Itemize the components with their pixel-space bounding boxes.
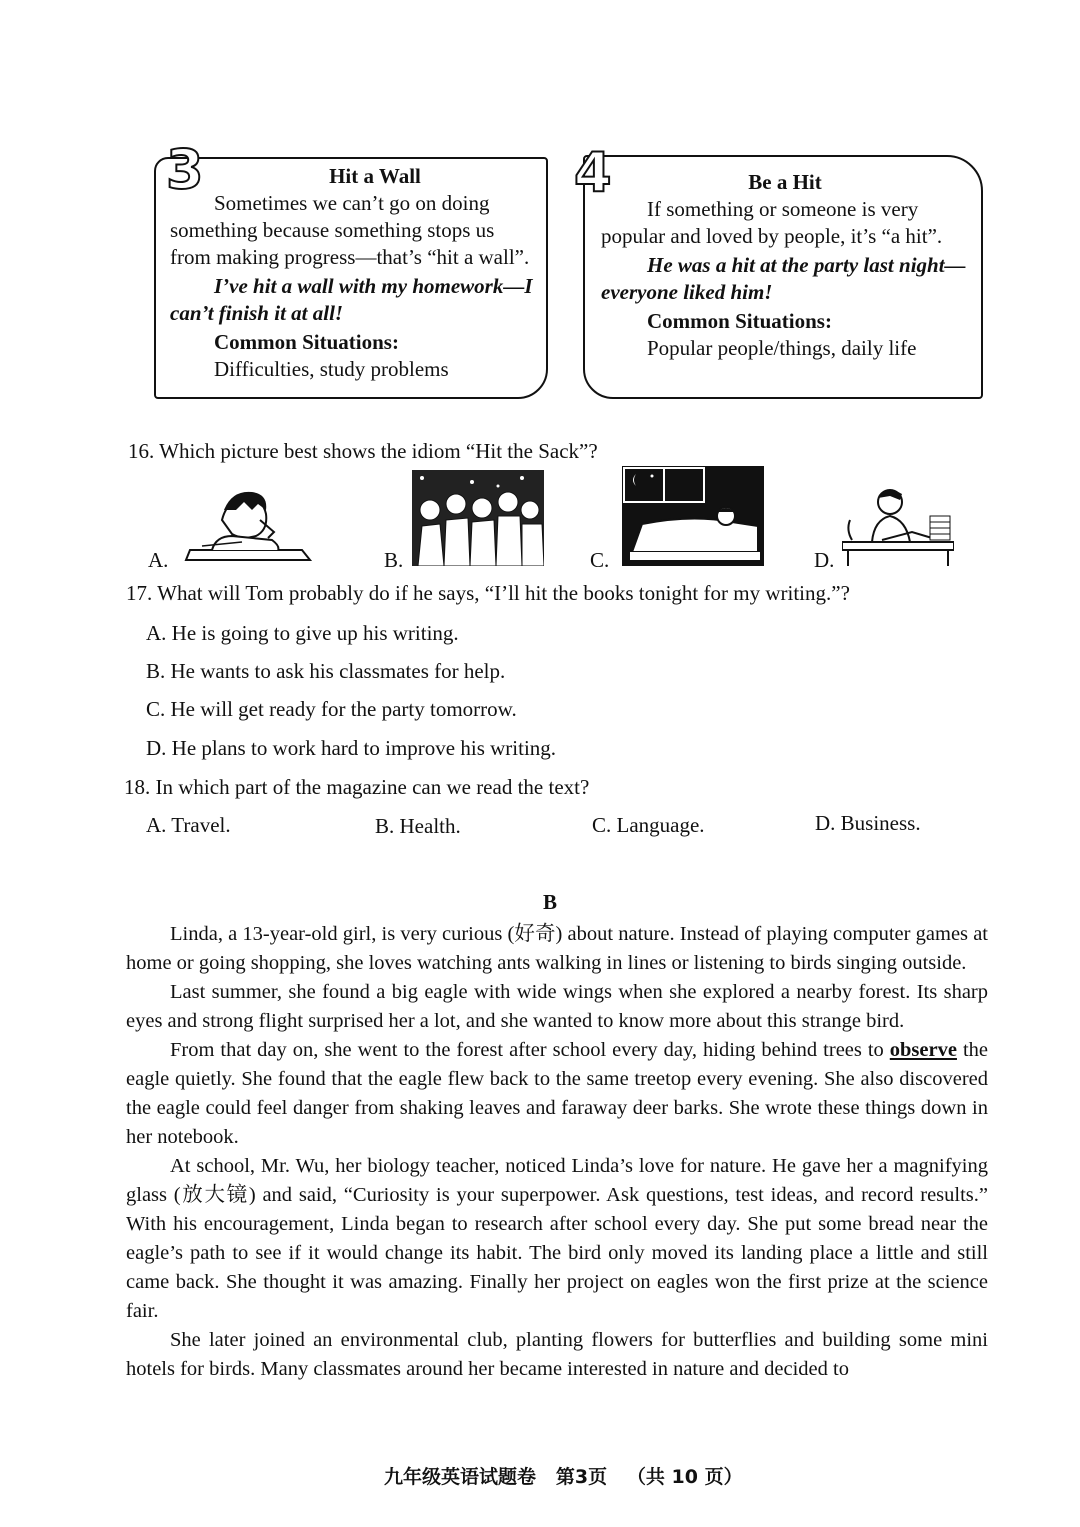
passage-paragraph-4: At school, Mr. Wu, her biology teacher, noticed Linda’s love for nature. He gave her a magnifying glass (放大镜) and said, “Curiosity is your superpower. Ask questions, test ideas, and record results.” With his encouragement, Linda began to research after school every day. She put some bread near the eagle’s path to see if it would change its habit. The bird only moved its landing place a little and still came back. She thought it was amazing. Finally her project on eagles won the first prize at the science fair. (126, 1155, 988, 1322)
card-title: Hit a Wall (329, 164, 421, 188)
q16-picture-c-sleeping-in-bed[interactable] (622, 466, 764, 566)
question-18-text: 18. In which part of the magazine can we read the text? (124, 775, 590, 799)
card-example: I’ve hit a wall with my homework—I can’t finish it at all! (170, 274, 533, 325)
q17-option-c[interactable]: C. He will get ready for the party tomorrow. (146, 697, 517, 721)
q16-option-a-label[interactable]: A. (148, 548, 169, 572)
section-b-heading: B (543, 890, 558, 914)
q16-picture-b-party-crowd[interactable] (412, 470, 544, 566)
page-footer: 九年级英语试题卷 第3页 （共 10 页） (384, 1466, 743, 1488)
passage-text: From that day on, she went to the forest after school every day, hiding behind trees to (170, 1039, 884, 1061)
q16-picture-a-boy-worried[interactable] (182, 480, 314, 566)
card-number-badge: 4 (574, 141, 612, 204)
passage-text: the eagle quietly. She found that the eagle flew back to the same treetop every evening. She also discovered the eagle could feel danger from shaking leaves and faraway deer barks. She wrote these things down in her notebook. (126, 1039, 988, 1148)
q18-option-a[interactable]: A. Travel. (146, 813, 231, 837)
q16-option-b-label[interactable]: B. (384, 548, 404, 572)
question-16-text: 16. Which picture best shows the idiom “Hit the Sack”? (128, 439, 598, 463)
passage-paragraph-1: Linda, a 13-year-old girl, is very curious (好奇) about nature. Instead of playing computer games at home or going shopping, she loves watching ants walking in lines or listening to birds singing outside. (126, 923, 988, 974)
card-number-badge: 3 (166, 138, 204, 201)
q16-option-c-label[interactable]: C. (590, 548, 610, 572)
q17-option-a[interactable]: A. He is going to give up his writing. (146, 621, 459, 645)
q17-option-b[interactable]: B. He wants to ask his classmates for help. (146, 659, 506, 683)
idiom-card-be-a-hit (583, 155, 983, 399)
card-definition: Sometimes we can’t go on doing something because something stops us from making progress—that’s “hit a wall”. (170, 191, 530, 269)
q16-option-d-label[interactable]: D. (814, 548, 835, 572)
q17-option-d[interactable]: D. He plans to work hard to improve his writing. (146, 736, 557, 760)
passage-paragraph-5: She later joined an environmental club, planting flowers for butterflies and building some mini hotels for birds. Many classmates around her became interested in nature and decided to (126, 1329, 988, 1380)
q16-picture-d-boy-studying[interactable] (842, 480, 954, 566)
card-common-label: Common Situations: (647, 309, 832, 333)
passage-paragraph-3 (126, 1036, 988, 1152)
question-17-text: 17. What will Tom probably do if he says, “I’ll hit the books tonight for my writing.”? (126, 581, 850, 605)
card-definition: If something or someone is very popular and loved by people, it’s “a hit”. (601, 197, 943, 248)
q18-option-d[interactable]: D. Business. (815, 811, 921, 835)
idiom-card-hit-a-wall (154, 157, 548, 399)
card-common-situations: Popular people/things, daily life (647, 336, 917, 360)
underlined-word-observe: observe (889, 1039, 957, 1061)
card-title: Be a Hit (748, 170, 822, 194)
card-example: He was a hit at the party last night—everyone liked him! (601, 253, 966, 304)
passage-paragraph-2: Last summer, she found a big eagle with wide wings when she explored a nearby forest. Its sharp eyes and strong flight surprised her a lot, and she wanted to know more about this strange bird. (126, 981, 988, 1032)
q18-option-c[interactable]: C. Language. (592, 813, 705, 837)
q18-option-b[interactable]: B. Health. (375, 814, 461, 838)
card-common-situations: Difficulties, study problems (214, 357, 449, 381)
reading-passage-b (126, 920, 988, 1384)
card-common-label: Common Situations: (214, 330, 399, 354)
